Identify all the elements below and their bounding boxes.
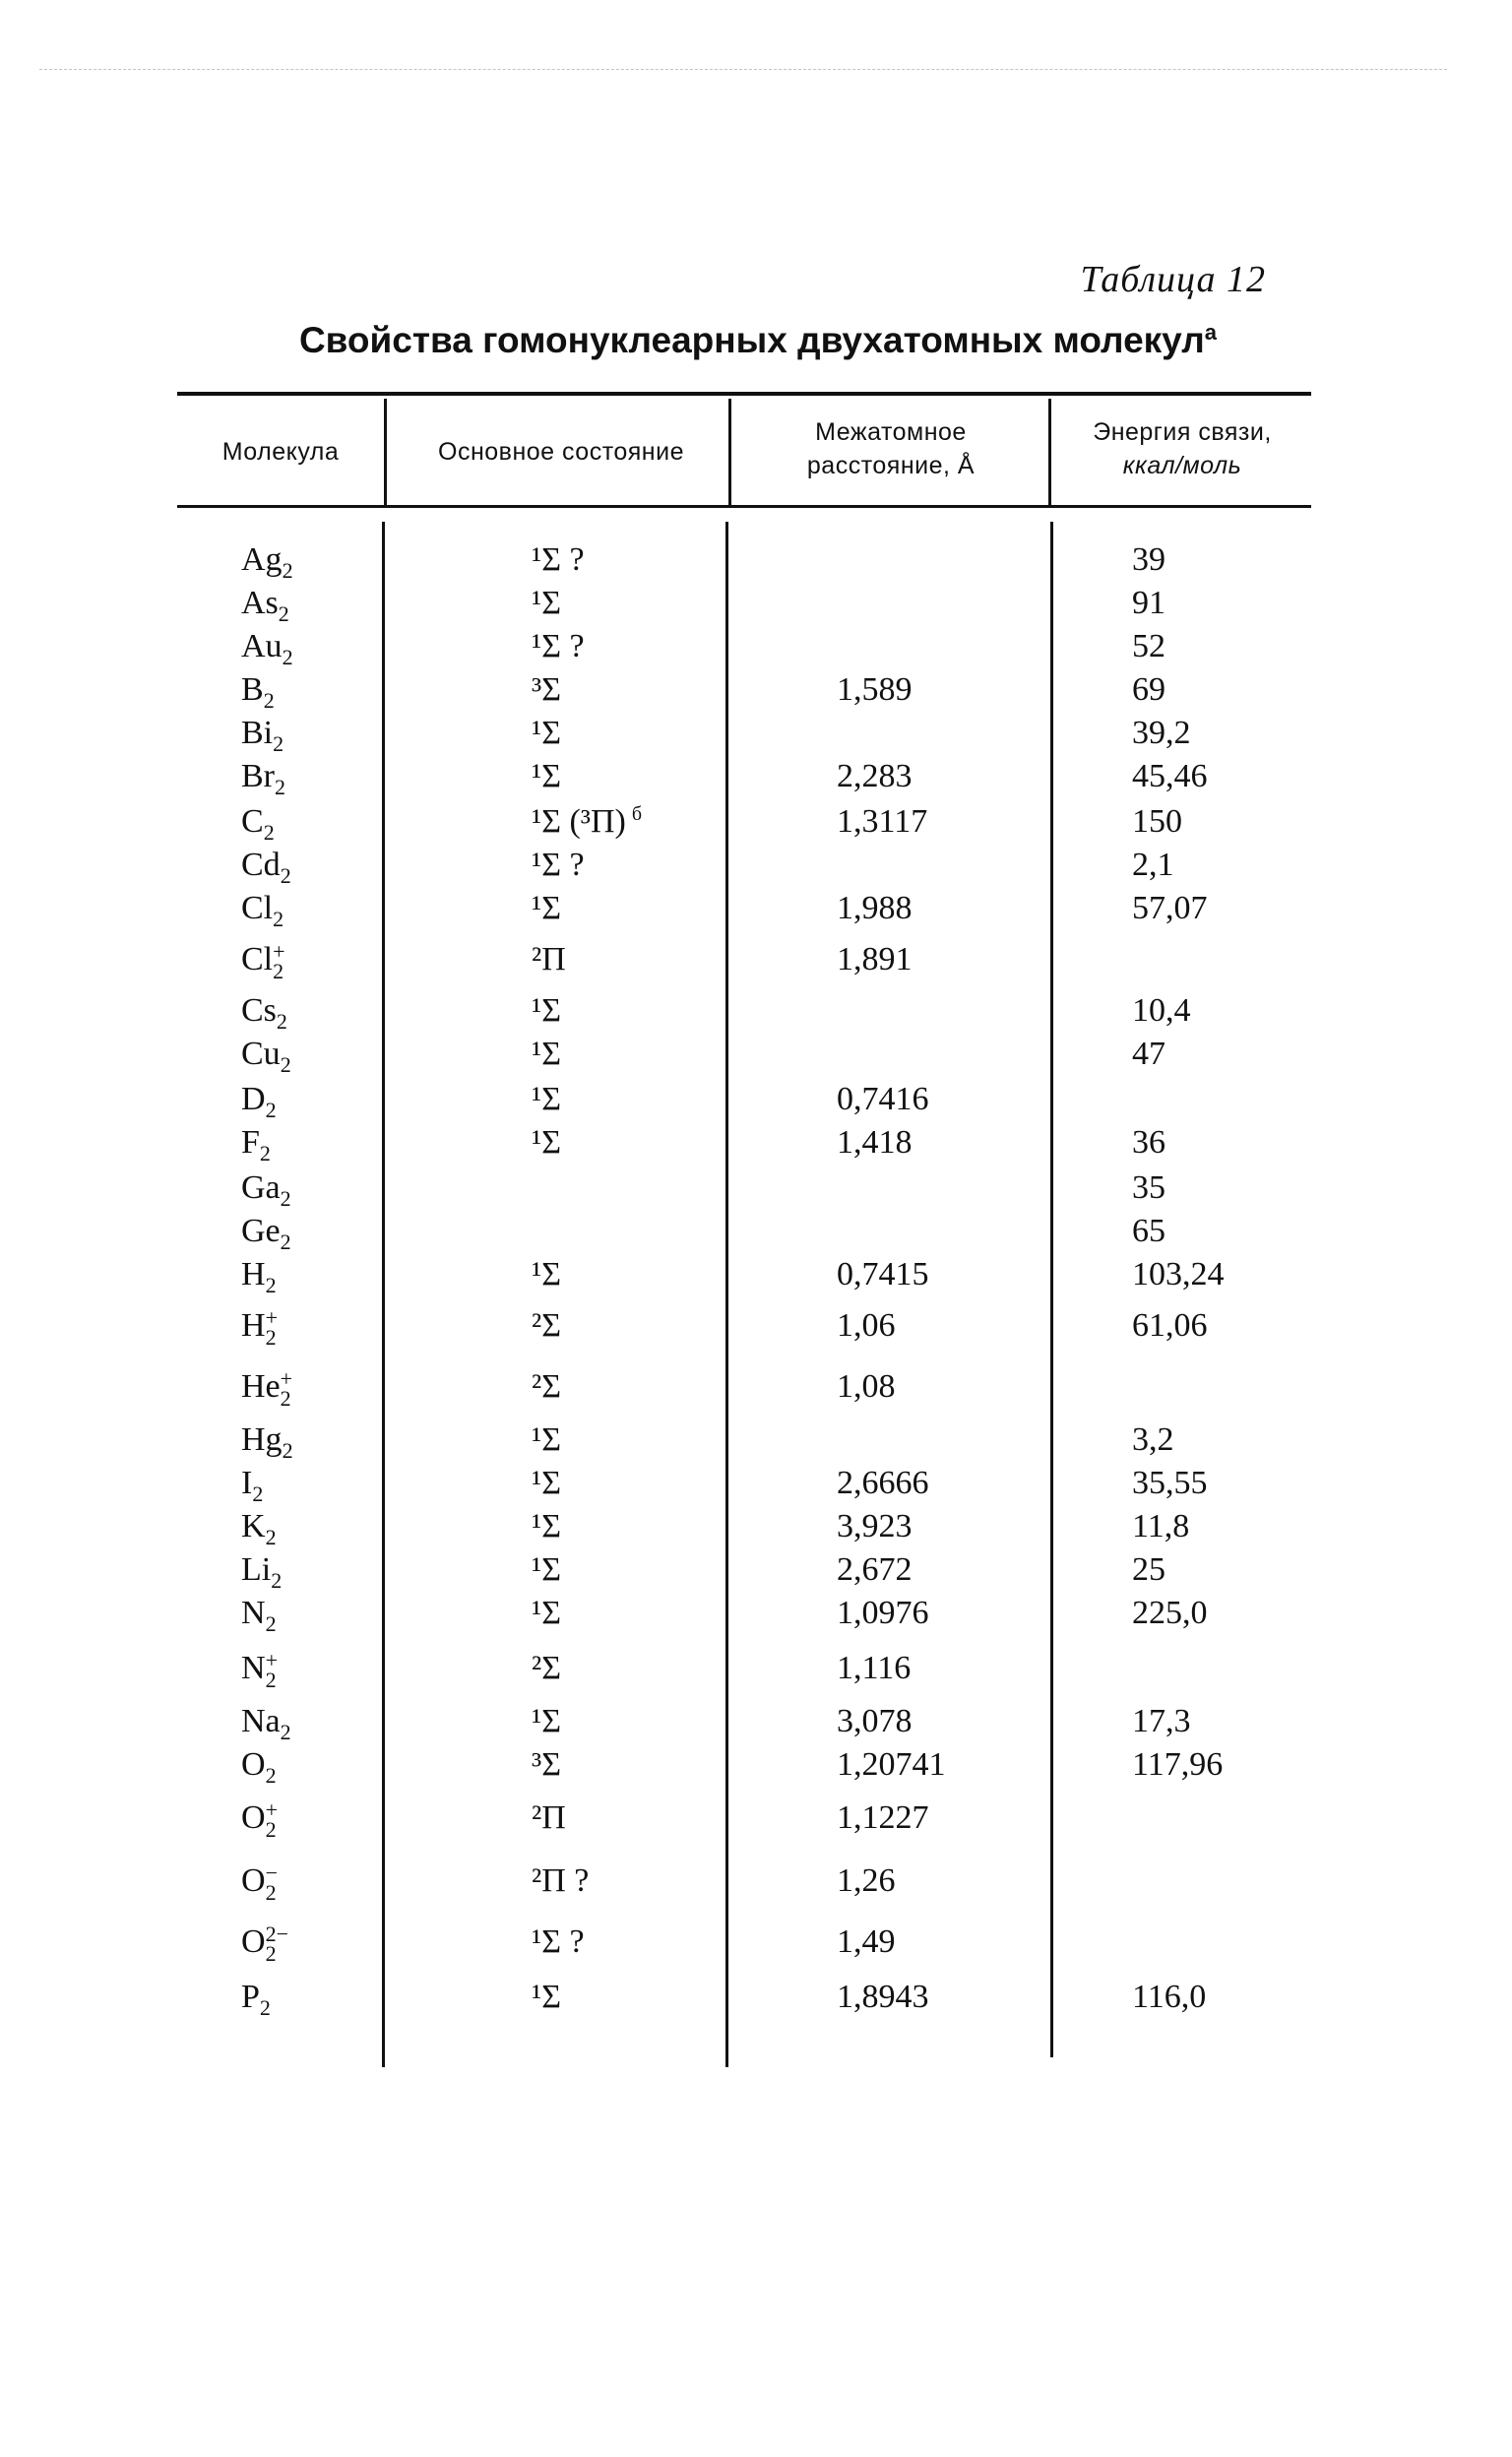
ground-state bbox=[532, 628, 585, 665]
molecule-subscript: 2 bbox=[265, 1097, 277, 1122]
bond-energy: 39 bbox=[1132, 541, 1166, 578]
molecule-formula bbox=[241, 992, 287, 1035]
header-divider-2 bbox=[728, 399, 731, 505]
molecule-formula bbox=[241, 1595, 277, 1637]
table-row bbox=[177, 541, 1311, 585]
bond-energy: 36 bbox=[1132, 1124, 1166, 1161]
bond-energy: 2,1 bbox=[1132, 847, 1174, 883]
ground-state bbox=[532, 941, 566, 978]
molecule-symbol: K bbox=[241, 1508, 266, 1544]
molecule-subscript: 2 bbox=[265, 1272, 277, 1297]
table-row bbox=[177, 1421, 1311, 1465]
ground-state bbox=[532, 1256, 561, 1293]
bond-energy: 225,0 bbox=[1132, 1595, 1208, 1631]
molecule-symbol: Ge bbox=[241, 1213, 281, 1249]
header-energy bbox=[1053, 415, 1311, 482]
title-footnote-mark: а bbox=[1204, 320, 1218, 345]
molecule-formula bbox=[241, 1421, 293, 1464]
ground-state-term: ²Σ bbox=[532, 1650, 561, 1686]
ground-state-term: ¹Σ bbox=[532, 1036, 561, 1072]
molecule-formula bbox=[241, 1797, 278, 1843]
ground-state-term: ¹Σ ? bbox=[532, 1923, 585, 1960]
bond-energy: 150 bbox=[1132, 803, 1182, 840]
molecule-subscript: 2 bbox=[273, 906, 284, 931]
ground-state-term: ¹Σ bbox=[532, 1081, 561, 1117]
ground-state bbox=[532, 1746, 561, 1784]
molecule-symbol: Cl bbox=[241, 941, 274, 977]
bond-energy: 52 bbox=[1132, 628, 1166, 664]
table-row bbox=[177, 1799, 1311, 1843]
molecule-subscript: 2 bbox=[265, 1668, 277, 1693]
interatomic-distance: 3,078 bbox=[837, 1703, 913, 1739]
table-row bbox=[177, 1650, 1311, 1693]
table-row bbox=[177, 628, 1311, 671]
interatomic-distance: 1,589 bbox=[837, 671, 913, 708]
table-row bbox=[177, 1081, 1311, 1124]
molecule-subscript: 2 bbox=[259, 1140, 271, 1166]
bond-energy: 69 bbox=[1132, 671, 1166, 708]
bond-energy: 65 bbox=[1132, 1213, 1166, 1249]
header-molecule: Молекула bbox=[221, 438, 340, 466]
interatomic-distance: 1,3117 bbox=[837, 803, 928, 840]
molecule-symbol: C bbox=[241, 803, 264, 840]
ground-state-term: ¹Σ bbox=[532, 1124, 561, 1161]
bond-energy: 17,3 bbox=[1132, 1703, 1191, 1739]
molecule-charge: 2− bbox=[265, 1922, 288, 1947]
ground-state bbox=[532, 1923, 585, 1961]
molecule-symbol: H bbox=[241, 1256, 266, 1292]
ground-state-term: ¹Σ bbox=[532, 585, 561, 621]
molecule-charge: + bbox=[265, 1797, 278, 1823]
molecule-symbol: D bbox=[241, 1081, 266, 1117]
molecule-formula bbox=[241, 1465, 263, 1507]
molecule-symbol: I bbox=[241, 1465, 253, 1501]
molecule-subscript: 2 bbox=[265, 1610, 277, 1636]
molecule-symbol: Au bbox=[241, 628, 283, 664]
molecule-subscript: 2 bbox=[280, 1051, 291, 1077]
ground-state-term: ²Π bbox=[532, 941, 566, 977]
state-footnote-mark: б bbox=[631, 803, 643, 825]
ground-state bbox=[532, 1307, 561, 1345]
molecule-subscript: 2 bbox=[282, 1437, 293, 1463]
molecule-symbol: Cs bbox=[241, 992, 277, 1029]
table-row bbox=[177, 1551, 1311, 1595]
bond-energy: 39,2 bbox=[1132, 715, 1191, 751]
ground-state bbox=[532, 1551, 561, 1589]
molecule-subscript: 2 bbox=[265, 1817, 277, 1843]
ground-state bbox=[532, 1368, 561, 1406]
bond-energy: 47 bbox=[1132, 1036, 1166, 1072]
molecule-subscript: 2 bbox=[280, 1386, 291, 1412]
bond-energy: 91 bbox=[1132, 585, 1166, 621]
molecule-subscript: 2 bbox=[265, 1762, 277, 1788]
molecule-formula bbox=[241, 541, 293, 584]
molecule-symbol: Cu bbox=[241, 1036, 281, 1072]
molecule-subscript: 2 bbox=[273, 730, 284, 756]
table-title-text: Свойства гомонуклеарных двухатомных молекул bbox=[298, 320, 1205, 360]
molecule-formula bbox=[241, 1124, 271, 1166]
scan-edge-rule bbox=[39, 69, 1447, 70]
ground-state-term: ¹Σ bbox=[532, 1979, 561, 2015]
molecule-formula bbox=[241, 1081, 277, 1123]
interatomic-distance: 1,8943 bbox=[837, 1979, 929, 2015]
ground-state bbox=[532, 715, 561, 752]
molecule-formula bbox=[241, 1036, 291, 1078]
bond-energy: 35,55 bbox=[1132, 1465, 1208, 1501]
molecule-symbol: H bbox=[241, 1307, 266, 1344]
molecule-symbol: P bbox=[241, 1979, 260, 2015]
ground-state-term: ³Σ bbox=[532, 1746, 561, 1783]
molecule-charge: + bbox=[280, 1366, 293, 1392]
ground-state-term: ²Σ bbox=[532, 1368, 561, 1405]
ground-state-term: ¹Σ bbox=[532, 1256, 561, 1292]
ground-state-term: ³Σ bbox=[532, 671, 561, 708]
molecule-subscript: 2 bbox=[265, 1325, 277, 1351]
interatomic-distance: 1,988 bbox=[837, 890, 913, 926]
interatomic-distance: 1,891 bbox=[837, 941, 913, 977]
interatomic-distance: 0,7415 bbox=[837, 1256, 929, 1292]
header-distance bbox=[733, 415, 1048, 482]
molecule-formula bbox=[241, 628, 293, 670]
table-header-rule bbox=[177, 505, 1311, 508]
molecule-formula bbox=[241, 1169, 291, 1212]
molecule-subscript: 2 bbox=[282, 557, 293, 583]
interatomic-distance: 1,26 bbox=[837, 1862, 896, 1899]
molecule-formula bbox=[241, 1305, 278, 1351]
molecule-subscript: 2 bbox=[273, 959, 284, 984]
molecule-formula bbox=[241, 1922, 288, 1967]
table-row bbox=[177, 992, 1311, 1036]
ground-state-term: ¹Σ bbox=[532, 1508, 561, 1544]
ground-state-term: ²Π ? bbox=[532, 1862, 590, 1899]
molecule-formula bbox=[241, 1979, 271, 2021]
interatomic-distance: 1,49 bbox=[837, 1923, 896, 1960]
molecule-symbol: Ag bbox=[241, 541, 283, 578]
table-row bbox=[177, 1213, 1311, 1256]
ground-state bbox=[532, 992, 561, 1030]
bond-energy: 3,2 bbox=[1132, 1421, 1174, 1458]
table-row bbox=[177, 1256, 1311, 1299]
molecule-symbol: O bbox=[241, 1746, 266, 1783]
interatomic-distance: 1,0976 bbox=[837, 1595, 929, 1631]
molecule-formula bbox=[241, 1508, 277, 1550]
bond-energy: 10,4 bbox=[1132, 992, 1191, 1029]
molecule-formula bbox=[241, 715, 284, 757]
molecule-subscript: 2 bbox=[265, 1880, 277, 1906]
molecule-charge: − bbox=[265, 1860, 278, 1886]
molecule-formula bbox=[241, 1551, 282, 1594]
ground-state bbox=[532, 1703, 561, 1740]
molecule-formula bbox=[241, 890, 284, 932]
interatomic-distance: 0,7416 bbox=[837, 1081, 929, 1117]
table-row bbox=[177, 1703, 1311, 1746]
table-title bbox=[266, 320, 1250, 361]
ground-state-term: ¹Σ bbox=[532, 992, 561, 1029]
molecule-formula bbox=[241, 585, 289, 627]
ground-state bbox=[532, 1465, 561, 1502]
molecule-formula bbox=[241, 939, 285, 984]
table-row bbox=[177, 585, 1311, 628]
ground-state bbox=[532, 890, 561, 927]
molecule-formula bbox=[241, 1746, 277, 1789]
molecule-formula bbox=[241, 671, 275, 714]
table-row bbox=[177, 1595, 1311, 1638]
ground-state-term: ¹Σ ? bbox=[532, 541, 585, 578]
molecule-symbol: N bbox=[241, 1650, 266, 1686]
molecule-subscript: 2 bbox=[252, 1480, 264, 1506]
ground-state-term: ¹Σ bbox=[532, 890, 561, 926]
ground-state-term: ¹Σ bbox=[532, 758, 561, 794]
molecule-symbol: Cd bbox=[241, 847, 281, 883]
molecule-symbol: Bi bbox=[241, 715, 274, 751]
molecule-subscript: 2 bbox=[271, 1567, 283, 1593]
table-row bbox=[177, 1923, 1311, 1967]
molecule-formula bbox=[241, 1860, 278, 1906]
molecule-charge: + bbox=[265, 1648, 278, 1673]
interatomic-distance: 1,418 bbox=[837, 1124, 913, 1161]
molecule-symbol: B bbox=[241, 671, 264, 708]
table-row bbox=[177, 890, 1311, 933]
interatomic-distance: 2,6666 bbox=[837, 1465, 929, 1501]
interatomic-distance: 1,116 bbox=[837, 1650, 912, 1686]
ground-state-term: ¹Σ ? bbox=[532, 847, 585, 883]
molecule-symbol: Cl bbox=[241, 890, 274, 926]
ground-state bbox=[532, 1979, 561, 2016]
ground-state-term: ¹Σ bbox=[532, 1551, 561, 1588]
header-divider-3 bbox=[1048, 399, 1051, 505]
molecule-symbol: O bbox=[241, 1799, 266, 1836]
ground-state bbox=[532, 1650, 561, 1687]
ground-state bbox=[532, 1036, 561, 1073]
molecule-symbol: O bbox=[241, 1862, 266, 1899]
molecule-subscript: 2 bbox=[263, 687, 275, 713]
table-top-rule bbox=[177, 392, 1311, 396]
ground-state bbox=[532, 671, 561, 709]
ground-state bbox=[532, 1799, 566, 1837]
molecule-subscript: 2 bbox=[280, 862, 291, 888]
ground-state-term: ¹Σ bbox=[532, 1465, 561, 1501]
molecule-formula bbox=[241, 758, 285, 800]
table-row bbox=[177, 1746, 1311, 1790]
ground-state-term: ¹Σ bbox=[532, 1703, 561, 1739]
header-energy-line1: Энергия связи, bbox=[1093, 418, 1272, 446]
molecule-subscript: 2 bbox=[280, 1228, 291, 1254]
table-row bbox=[177, 803, 1311, 847]
table-row bbox=[177, 847, 1311, 890]
molecule-formula bbox=[241, 847, 291, 889]
ground-state-term: ¹Σ bbox=[532, 715, 561, 751]
ground-state bbox=[532, 585, 561, 622]
table-row bbox=[177, 758, 1311, 801]
interatomic-distance: 1,20741 bbox=[837, 1746, 946, 1783]
molecule-symbol: Hg bbox=[241, 1421, 283, 1458]
table-row bbox=[177, 1307, 1311, 1351]
table-row bbox=[177, 1465, 1311, 1508]
ground-state-term: ²Π bbox=[532, 1799, 566, 1836]
molecule-subscript: 2 bbox=[265, 1941, 277, 1967]
table-row bbox=[177, 1862, 1311, 1906]
ground-state bbox=[532, 1595, 561, 1632]
molecule-subscript: 2 bbox=[259, 1994, 271, 2020]
ground-state bbox=[532, 1124, 561, 1162]
molecule-subscript: 2 bbox=[265, 1524, 277, 1549]
ground-state bbox=[532, 758, 561, 795]
molecule-subscript: 2 bbox=[276, 1008, 287, 1034]
table-row bbox=[177, 1036, 1311, 1079]
molecule-symbol: F bbox=[241, 1124, 260, 1161]
molecule-symbol: O bbox=[241, 1923, 266, 1960]
ground-state-term: ¹Σ bbox=[532, 1595, 561, 1631]
header-divider-1 bbox=[384, 399, 387, 505]
ground-state-term: ¹Σ ? bbox=[532, 628, 585, 664]
molecule-symbol: Ga bbox=[241, 1169, 281, 1206]
interatomic-distance: 1,08 bbox=[837, 1368, 896, 1405]
molecule-formula bbox=[241, 1366, 293, 1412]
ground-state bbox=[532, 847, 585, 884]
bond-energy: 103,24 bbox=[1132, 1256, 1225, 1292]
bond-energy: 117,96 bbox=[1132, 1746, 1224, 1783]
header-distance-line1: Межатомное bbox=[815, 418, 967, 446]
ground-state bbox=[532, 1862, 589, 1900]
interatomic-distance: 2,283 bbox=[837, 758, 913, 794]
bond-energy: 61,06 bbox=[1132, 1307, 1208, 1344]
table-row bbox=[177, 1124, 1311, 1167]
table-row bbox=[177, 1508, 1311, 1551]
table-row bbox=[177, 1169, 1311, 1213]
molecule-subscript: 2 bbox=[280, 1185, 291, 1211]
interatomic-distance: 3,923 bbox=[837, 1508, 913, 1544]
header-ground-state: Основное состояние bbox=[438, 438, 684, 466]
ground-state bbox=[532, 1421, 561, 1459]
molecule-symbol: N bbox=[241, 1595, 266, 1631]
molecule-formula bbox=[241, 1213, 291, 1255]
bond-energy: 57,07 bbox=[1132, 890, 1208, 926]
molecule-symbol: He bbox=[241, 1368, 281, 1405]
ground-state-term: ¹Σ (³Π) bbox=[532, 803, 626, 840]
ground-state-term: ²Σ bbox=[532, 1307, 561, 1344]
molecule-symbol: As bbox=[241, 585, 279, 621]
ground-state-term: ¹Σ bbox=[532, 1421, 561, 1458]
molecule-formula bbox=[241, 1703, 291, 1745]
interatomic-distance: 2,672 bbox=[837, 1551, 913, 1588]
table-row bbox=[177, 941, 1311, 984]
molecule-charge: + bbox=[265, 1305, 278, 1331]
table-row bbox=[177, 671, 1311, 715]
ground-state bbox=[532, 541, 585, 579]
table-row bbox=[177, 1979, 1311, 2022]
interatomic-distance: 1,1227 bbox=[837, 1799, 929, 1836]
table-row bbox=[177, 1368, 1311, 1412]
bond-energy: 35 bbox=[1132, 1169, 1166, 1206]
molecule-subscript: 2 bbox=[280, 1719, 291, 1744]
ground-state bbox=[532, 1508, 561, 1545]
molecule-subscript: 2 bbox=[263, 819, 275, 845]
header-distance-line2: расстояние, Å bbox=[806, 452, 976, 479]
molecule-symbol: Br bbox=[241, 758, 275, 794]
bond-energy: 11,8 bbox=[1132, 1508, 1190, 1544]
molecule-subscript: 2 bbox=[282, 644, 293, 669]
bond-energy: 116,0 bbox=[1132, 1979, 1207, 2015]
molecule-subscript: 2 bbox=[275, 774, 285, 799]
molecule-formula bbox=[241, 1256, 277, 1298]
molecule-charge: + bbox=[273, 939, 285, 965]
ground-state bbox=[532, 803, 642, 841]
molecule-formula bbox=[241, 803, 275, 846]
header-energy-line2: ккал/моль bbox=[1122, 452, 1242, 479]
bond-energy: 45,46 bbox=[1132, 758, 1208, 794]
ground-state bbox=[532, 1081, 561, 1118]
table-number: Таблица 12 bbox=[1080, 259, 1266, 300]
bond-energy: 25 bbox=[1132, 1551, 1166, 1588]
molecule-formula bbox=[241, 1648, 278, 1693]
molecule-symbol: Li bbox=[241, 1551, 272, 1588]
table-row bbox=[177, 715, 1311, 758]
interatomic-distance: 1,06 bbox=[837, 1307, 896, 1344]
molecule-symbol: Na bbox=[241, 1703, 281, 1739]
molecule-subscript: 2 bbox=[278, 600, 289, 626]
